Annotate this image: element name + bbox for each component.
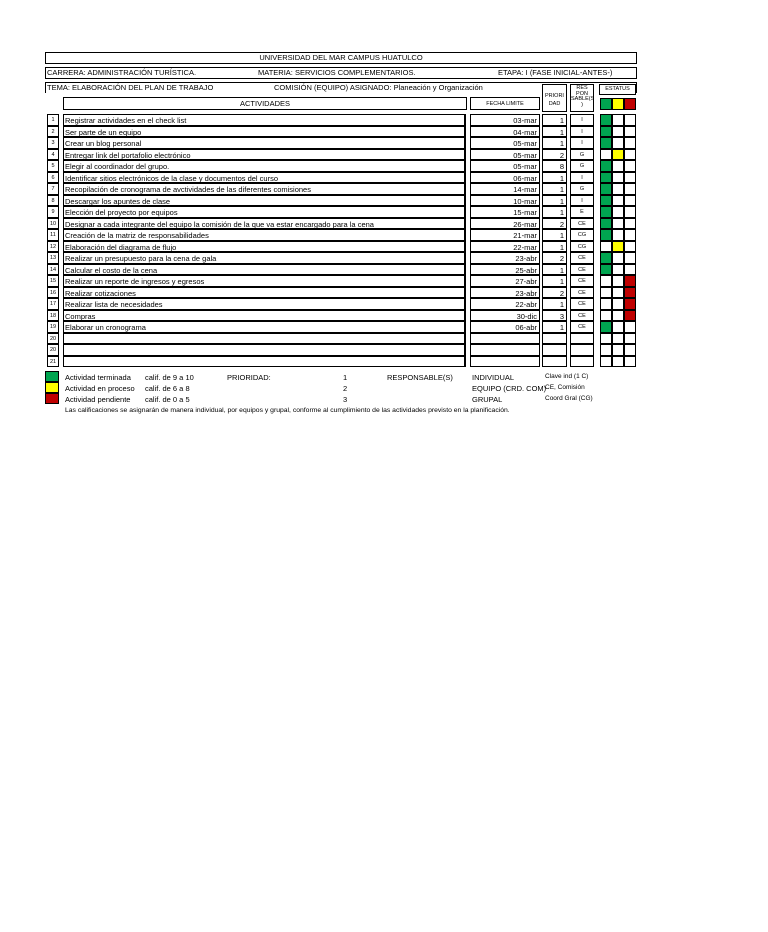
priority-cell: 2 bbox=[542, 218, 567, 230]
responsible-cell: I bbox=[570, 172, 594, 184]
due-date-cell: 04-mar bbox=[470, 126, 540, 138]
due-date-cell: 21-mar bbox=[470, 229, 540, 241]
row-number: 4 bbox=[47, 149, 59, 161]
status-cell-yellow bbox=[612, 206, 624, 218]
status-cell-red bbox=[624, 160, 636, 172]
prioridad-header bbox=[542, 84, 567, 112]
table-row bbox=[45, 126, 637, 138]
row-number: 19 bbox=[47, 321, 59, 333]
status-cell-yellow bbox=[612, 183, 624, 195]
priority-cell: 8 bbox=[542, 160, 567, 172]
status-cell-yellow bbox=[612, 264, 624, 276]
tema-label: TEMA: ELABORACIÓN DEL PLAN DE TRABAJO bbox=[47, 83, 214, 92]
table-row bbox=[45, 149, 637, 161]
status-cell-yellow bbox=[612, 218, 624, 230]
status-cell-red bbox=[624, 137, 636, 149]
legend-terminada: Actividad terminada bbox=[65, 373, 131, 382]
priority-cell: 1 bbox=[542, 206, 567, 218]
row-number: 17 bbox=[47, 298, 59, 310]
responsible-cell: CE bbox=[570, 310, 594, 322]
activity-cell: Recopilación de cronograma de avctividades de las diferentes comisiones bbox=[63, 183, 466, 195]
status-cell-green bbox=[600, 287, 612, 299]
status-cell-red bbox=[624, 126, 636, 138]
due-date-cell: 06-mar bbox=[470, 172, 540, 184]
status-cell-green bbox=[600, 264, 612, 276]
row-number: 13 bbox=[47, 252, 59, 264]
activity-cell: Calcular el costo de la cena bbox=[63, 264, 466, 276]
row-number: 16 bbox=[47, 287, 59, 299]
activity-cell: Ser parte de un equipo bbox=[63, 126, 466, 138]
table-row bbox=[45, 344, 637, 356]
status-cell-red bbox=[624, 229, 636, 241]
estatus-header bbox=[599, 84, 636, 95]
due-date-cell: 14-mar bbox=[470, 183, 540, 195]
status-cell-green bbox=[600, 183, 612, 195]
table-row bbox=[45, 333, 637, 345]
status-cell-green bbox=[600, 195, 612, 207]
actividades-header bbox=[63, 97, 467, 110]
activity-cell: Realizar un reporte de ingresos y egresos bbox=[63, 275, 466, 287]
status-cell-red bbox=[624, 287, 636, 299]
fecha-header bbox=[470, 97, 540, 110]
table-row bbox=[45, 114, 637, 126]
status-cell-yellow bbox=[612, 333, 624, 345]
responsible-cell: I bbox=[570, 195, 594, 207]
row-number: 20 bbox=[47, 333, 59, 345]
activity-cell: Realizar lista de necesidades bbox=[63, 298, 466, 310]
responsible-cell: G bbox=[570, 149, 594, 161]
row-number: 1 bbox=[47, 114, 59, 126]
due-date-cell bbox=[470, 333, 540, 345]
responsable-header bbox=[570, 84, 594, 112]
due-date-cell: 05-mar bbox=[470, 149, 540, 161]
status-key-red bbox=[624, 98, 636, 110]
responsible-cell: I bbox=[570, 137, 594, 149]
responsible-cell: E bbox=[570, 206, 594, 218]
status-cell-red bbox=[624, 298, 636, 310]
row-number: 3 bbox=[47, 137, 59, 149]
table-row bbox=[45, 172, 637, 184]
table-row bbox=[45, 218, 637, 230]
due-date-cell: 23-abr bbox=[470, 252, 540, 264]
activity-cell: Designar a cada integrante del equipo la comisión de la que va estar encargado para la cena bbox=[63, 218, 466, 230]
responsible-cell: I bbox=[570, 114, 594, 126]
row-number: 8 bbox=[47, 195, 59, 207]
status-cell-green bbox=[600, 137, 612, 149]
legend-note: Las calificaciones se asignarán de manera individual, por equipos y grupal, conforme al cumplimiento de las actividades previsto en la planificación. bbox=[65, 407, 510, 414]
activity-cell: Compras bbox=[63, 310, 466, 322]
status-cell-green bbox=[600, 344, 612, 356]
due-date-cell: 15-mar bbox=[470, 206, 540, 218]
table-row bbox=[45, 264, 637, 276]
due-date-cell: 05-mar bbox=[470, 137, 540, 149]
priority-cell: 1 bbox=[542, 195, 567, 207]
activity-cell: Elaborar un cronograma bbox=[63, 321, 466, 333]
table-row bbox=[45, 287, 637, 299]
priority-cell: 1 bbox=[542, 183, 567, 195]
table-row bbox=[45, 195, 637, 207]
status-cell-green bbox=[600, 229, 612, 241]
activity-cell: Descargar los apuntes de clase bbox=[63, 195, 466, 207]
table-row bbox=[45, 321, 637, 333]
status-cell-green bbox=[600, 114, 612, 126]
status-cell-yellow bbox=[612, 310, 624, 322]
responsible-cell bbox=[570, 356, 594, 368]
legend-swatch-green bbox=[45, 371, 59, 382]
responsible-cell bbox=[570, 333, 594, 345]
status-cell-red bbox=[624, 172, 636, 184]
status-cell-red bbox=[624, 195, 636, 207]
status-cell-yellow bbox=[612, 195, 624, 207]
status-cell-yellow bbox=[612, 149, 624, 161]
comision-label: COMISIÓN (EQUIPO) ASIGNADO: Planeación y Organización bbox=[274, 83, 483, 92]
responsible-cell: CE bbox=[570, 298, 594, 310]
activity-cell bbox=[63, 333, 466, 345]
status-cell-red bbox=[624, 344, 636, 356]
status-cell-green bbox=[600, 172, 612, 184]
legend-clave-ce: CE, Comisión bbox=[545, 384, 585, 391]
status-cell-yellow bbox=[612, 275, 624, 287]
status-cell-red bbox=[624, 333, 636, 345]
priority-cell: 1 bbox=[542, 275, 567, 287]
university-title: UNIVERSIDAD DEL MAR CAMPUS HUATULCO bbox=[259, 53, 423, 62]
priority-cell: 1 bbox=[542, 241, 567, 253]
row-number: 5 bbox=[47, 160, 59, 172]
responsible-cell: G bbox=[570, 160, 594, 172]
priority-cell: 1 bbox=[542, 126, 567, 138]
prioridad-header-label: PRIORI DAD bbox=[545, 93, 564, 107]
status-cell-yellow bbox=[612, 229, 624, 241]
priority-cell: 3 bbox=[542, 310, 567, 322]
status-cell-green bbox=[600, 241, 612, 253]
legend-prioridad-label: PRIORIDAD: bbox=[227, 373, 271, 382]
status-cell-yellow bbox=[612, 287, 624, 299]
legend-swatch-yellow bbox=[45, 382, 59, 393]
due-date-cell: 06-abr bbox=[470, 321, 540, 333]
table-row bbox=[45, 183, 637, 195]
table-row bbox=[45, 206, 637, 218]
university-header bbox=[45, 52, 637, 64]
due-date-cell: 26-mar bbox=[470, 218, 540, 230]
table-row bbox=[45, 160, 637, 172]
priority-cell: 2 bbox=[542, 149, 567, 161]
row-number: 20 bbox=[47, 344, 59, 356]
status-key-green bbox=[600, 98, 612, 110]
priority-cell: 1 bbox=[542, 264, 567, 276]
status-cell-yellow bbox=[612, 252, 624, 264]
status-cell-red bbox=[624, 218, 636, 230]
status-cell-red bbox=[624, 149, 636, 161]
priority-cell bbox=[542, 333, 567, 345]
estatus-header-label: ESTATUS bbox=[605, 86, 630, 92]
status-cell-yellow bbox=[612, 298, 624, 310]
priority-cell: 1 bbox=[542, 298, 567, 310]
row-number: 7 bbox=[47, 183, 59, 195]
status-cell-yellow bbox=[612, 344, 624, 356]
responsable-header-bottom: SABLE(S ) bbox=[571, 96, 595, 108]
status-cell-green bbox=[600, 321, 612, 333]
priority-cell: 1 bbox=[542, 229, 567, 241]
activity-cell: Creación de la matriz de responsabilidades bbox=[63, 229, 466, 241]
table-row bbox=[45, 229, 637, 241]
responsible-cell: I bbox=[570, 126, 594, 138]
table-row bbox=[45, 310, 637, 322]
legend-pendiente: Actividad pendiente bbox=[65, 395, 131, 404]
legend-calif-pendiente: calif. de 0 a 5 bbox=[145, 395, 190, 404]
legend-individual: INDIVIDUAL bbox=[472, 373, 515, 382]
status-cell-yellow bbox=[612, 172, 624, 184]
status-cell-yellow bbox=[612, 137, 624, 149]
legend-prio-1: 1 bbox=[343, 373, 348, 382]
table-row bbox=[45, 275, 637, 287]
responsible-cell: CE bbox=[570, 321, 594, 333]
responsible-cell: CG bbox=[570, 241, 594, 253]
status-cell-red bbox=[624, 206, 636, 218]
activity-cell: Registrar actividades en el check list bbox=[63, 114, 466, 126]
legend-clave-cg: Coord Gral (CG) bbox=[545, 395, 593, 402]
due-date-cell bbox=[470, 344, 540, 356]
row-number: 12 bbox=[47, 241, 59, 253]
status-cell-green bbox=[600, 275, 612, 287]
activity-cell: Crear un blog personal bbox=[63, 137, 466, 149]
due-date-cell: 22-abr bbox=[470, 298, 540, 310]
legend-responsables-label: RESPONSABLE(S) bbox=[387, 373, 453, 382]
course-header bbox=[45, 67, 637, 79]
due-date-cell: 23-abr bbox=[470, 287, 540, 299]
due-date-cell: 03-mar bbox=[470, 114, 540, 126]
status-cell-yellow bbox=[612, 356, 624, 368]
materia-label: MATERIA: SERVICIOS COMPLEMENTARIOS. bbox=[258, 68, 416, 77]
status-cell-green bbox=[600, 298, 612, 310]
legend-calif-proceso: calif. de 6 a 8 bbox=[145, 384, 190, 393]
legend-prio-3: 3 bbox=[343, 395, 348, 404]
status-cell-green bbox=[600, 252, 612, 264]
responsible-cell: CE bbox=[570, 252, 594, 264]
responsible-cell: CE bbox=[570, 218, 594, 230]
row-number: 21 bbox=[47, 356, 59, 368]
status-cell-yellow bbox=[612, 321, 624, 333]
activity-cell: Elegir al coordinador del grupo. bbox=[63, 160, 466, 172]
row-number: 6 bbox=[47, 172, 59, 184]
activity-cell: Realizar un presupuesto para la cena de gala bbox=[63, 252, 466, 264]
status-cell-red bbox=[624, 183, 636, 195]
carrera-label: CARRERA: ADMINISTRACIÓN TURÍSTICA. bbox=[47, 68, 197, 77]
row-number: 14 bbox=[47, 264, 59, 276]
priority-cell: 2 bbox=[542, 287, 567, 299]
legend-swatch-red bbox=[45, 393, 59, 404]
priority-cell: 1 bbox=[542, 321, 567, 333]
status-cell-red bbox=[624, 252, 636, 264]
priority-cell: 1 bbox=[542, 137, 567, 149]
table-row bbox=[45, 241, 637, 253]
status-cell-red bbox=[624, 310, 636, 322]
due-date-cell bbox=[470, 356, 540, 368]
activity-cell bbox=[63, 344, 466, 356]
etapa-label: ETAPA: I (FASE INICIAL-ANTES-) bbox=[498, 68, 613, 77]
row-number: 18 bbox=[47, 310, 59, 322]
status-cell-yellow bbox=[612, 160, 624, 172]
status-cell-red bbox=[624, 241, 636, 253]
priority-cell bbox=[542, 344, 567, 356]
status-cell-green bbox=[600, 218, 612, 230]
due-date-cell: 25-abr bbox=[470, 264, 540, 276]
row-number: 2 bbox=[47, 126, 59, 138]
status-cell-green bbox=[600, 310, 612, 322]
status-key-yellow bbox=[612, 98, 624, 110]
legend-clave-ind: Clave ind (1 C) bbox=[545, 373, 589, 380]
status-cell-green bbox=[600, 356, 612, 368]
responsible-cell: CE bbox=[570, 287, 594, 299]
responsible-cell: CE bbox=[570, 264, 594, 276]
responsible-cell: CG bbox=[570, 229, 594, 241]
status-cell-red bbox=[624, 114, 636, 126]
activity-cell: Identificar sitios electrónicos de la clase y documentos del curso bbox=[63, 172, 466, 184]
legend-equipo: EQUIPO (CRD. COM) bbox=[472, 384, 547, 393]
status-cell-red bbox=[624, 321, 636, 333]
activity-cell bbox=[63, 356, 466, 368]
table-row bbox=[45, 356, 637, 368]
actividades-header-label: ACTIVIDADES bbox=[239, 99, 290, 108]
status-cell-green bbox=[600, 206, 612, 218]
due-date-cell: 10-mar bbox=[470, 195, 540, 207]
status-cell-yellow bbox=[612, 126, 624, 138]
due-date-cell: 30-dic bbox=[470, 310, 540, 322]
fecha-header-label: FECHA LIMITE bbox=[486, 101, 524, 107]
status-cell-red bbox=[624, 264, 636, 276]
responsable-header-top: RES PON bbox=[576, 85, 588, 97]
status-cell-green bbox=[600, 160, 612, 172]
status-cell-red bbox=[624, 356, 636, 368]
activity-cell: Realizar cotizaciones bbox=[63, 287, 466, 299]
priority-cell: 1 bbox=[542, 172, 567, 184]
priority-cell: 1 bbox=[542, 114, 567, 126]
status-cell-yellow bbox=[612, 241, 624, 253]
status-cell-green bbox=[600, 149, 612, 161]
responsible-cell: G bbox=[570, 183, 594, 195]
due-date-cell: 05-mar bbox=[470, 160, 540, 172]
due-date-cell: 27-abr bbox=[470, 275, 540, 287]
table-row bbox=[45, 298, 637, 310]
table-row bbox=[45, 137, 637, 149]
status-cell-red bbox=[624, 275, 636, 287]
responsible-cell bbox=[570, 344, 594, 356]
row-number: 11 bbox=[47, 229, 59, 241]
activity-cell: Entregar link del portafolio electrónico bbox=[63, 149, 466, 161]
legend-calif-terminada: calif. de 9 a 10 bbox=[145, 373, 194, 382]
row-number: 9 bbox=[47, 206, 59, 218]
priority-cell bbox=[542, 356, 567, 368]
status-cell-green bbox=[600, 333, 612, 345]
row-number: 10 bbox=[47, 218, 59, 230]
legend-prio-2: 2 bbox=[343, 384, 348, 393]
legend-proceso: Actividad en proceso bbox=[65, 384, 135, 393]
activity-cell: Elección del proyecto por equipos bbox=[63, 206, 466, 218]
status-cell-green bbox=[600, 126, 612, 138]
responsible-cell: CE bbox=[570, 275, 594, 287]
activity-cell: Elaboración del diagrama de flujo bbox=[63, 241, 466, 253]
due-date-cell: 22-mar bbox=[470, 241, 540, 253]
legend-grupal: GRUPAL bbox=[472, 395, 503, 404]
row-number: 15 bbox=[47, 275, 59, 287]
status-cell-yellow bbox=[612, 114, 624, 126]
table-row bbox=[45, 252, 637, 264]
priority-cell: 2 bbox=[542, 252, 567, 264]
